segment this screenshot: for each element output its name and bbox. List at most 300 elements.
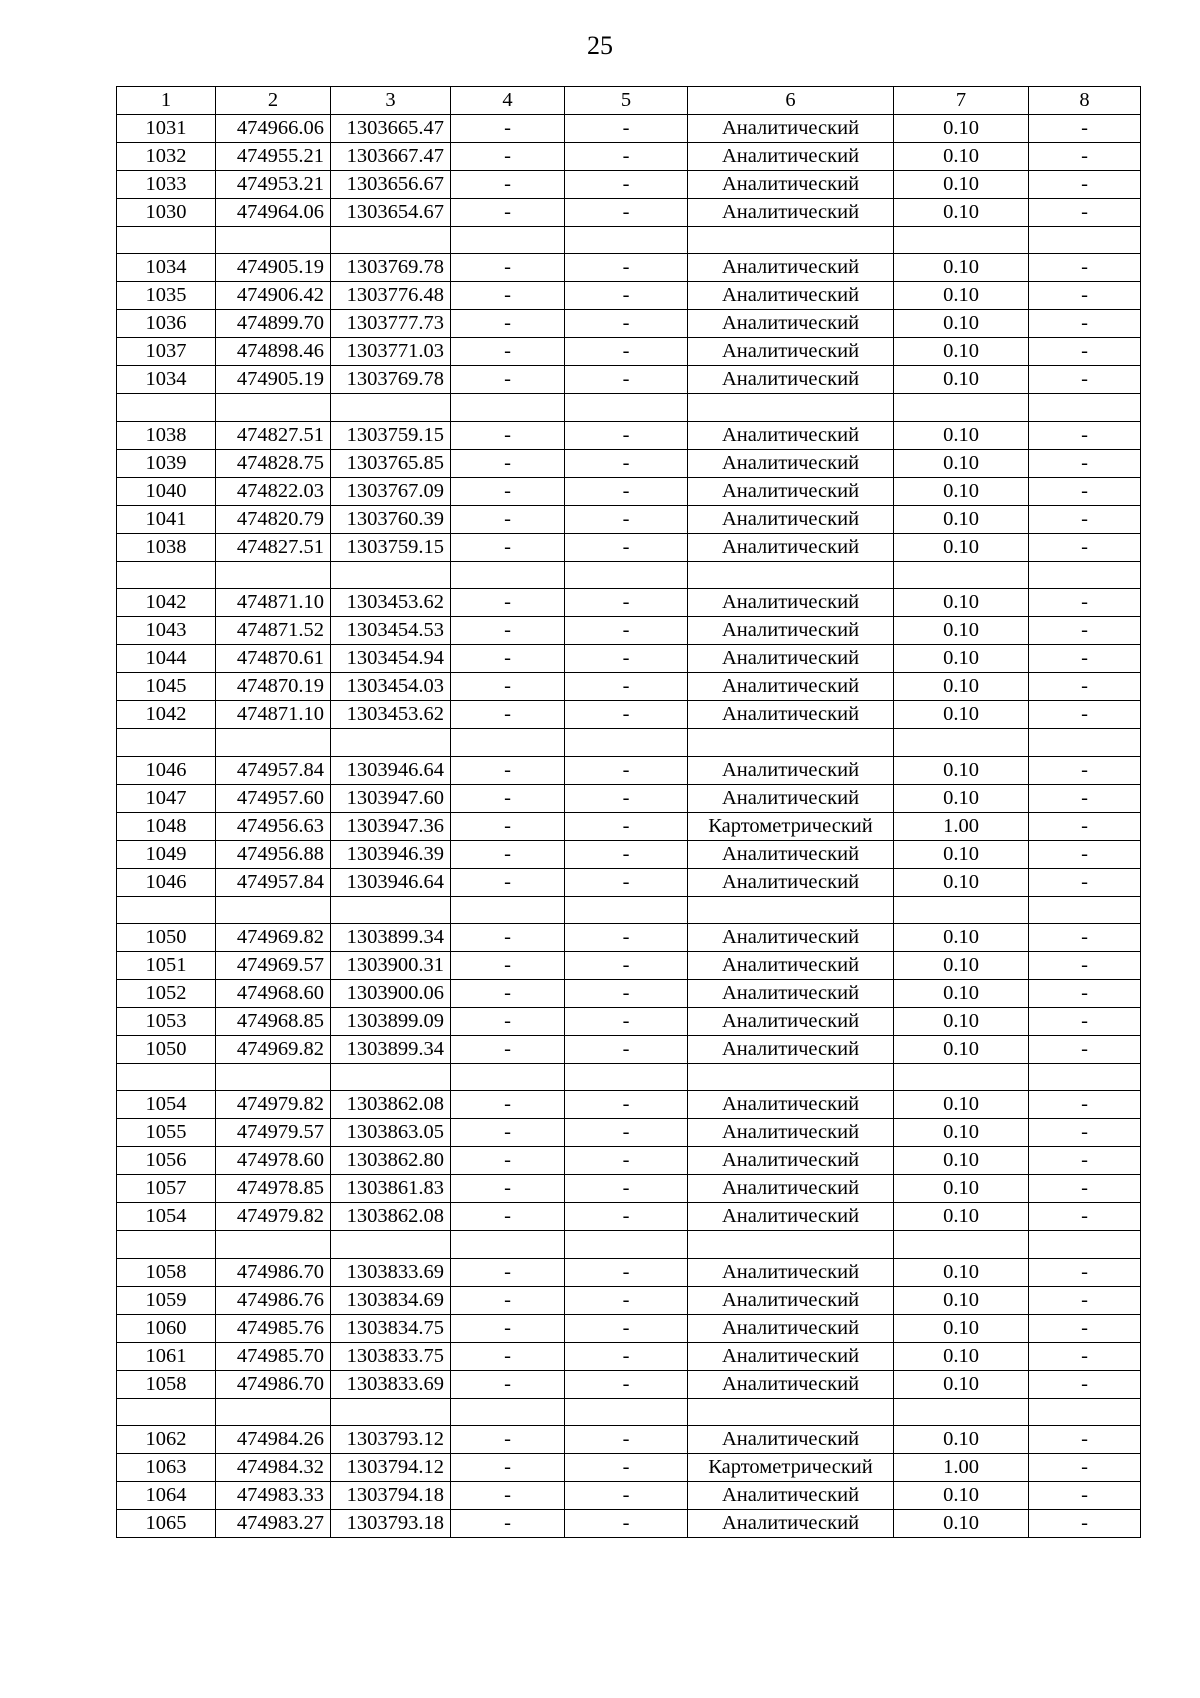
accuracy-cell: 0.10 <box>894 589 1029 617</box>
y-coordinate-cell: 1303453.62 <box>331 701 451 729</box>
table-row <box>117 868 1141 896</box>
method-cell: Аналитический <box>688 310 894 338</box>
point-number-cell: 1054 <box>117 1091 216 1119</box>
y-coordinate-cell: 1303861.83 <box>331 1175 451 1203</box>
accuracy-cell <box>894 729 1029 756</box>
column-5-cell: - <box>565 1482 688 1510</box>
column-8-cell <box>1029 227 1141 254</box>
column-8-cell: - <box>1029 868 1141 896</box>
column-8-cell: - <box>1029 979 1141 1007</box>
point-number-cell: 1030 <box>117 199 216 227</box>
point-number-cell <box>117 1231 216 1258</box>
column-8-cell: - <box>1029 366 1141 394</box>
method-cell: Аналитический <box>688 1119 894 1147</box>
method-cell: Аналитический <box>688 701 894 729</box>
column-4-cell: - <box>451 1007 565 1035</box>
column-4-cell: - <box>451 701 565 729</box>
point-number-cell: 1046 <box>117 868 216 896</box>
method-cell: Аналитический <box>688 840 894 868</box>
accuracy-cell: 0.10 <box>894 979 1029 1007</box>
column-8-cell: - <box>1029 951 1141 979</box>
column-5-cell <box>565 394 688 421</box>
accuracy-cell: 1.00 <box>894 812 1029 840</box>
table-row <box>117 1035 1141 1063</box>
column-5-cell: - <box>565 449 688 477</box>
column-5-cell: - <box>565 199 688 227</box>
column-8-cell <box>1029 1231 1141 1258</box>
column-5-cell <box>565 1231 688 1258</box>
table-row <box>117 143 1141 171</box>
point-number-cell: 1039 <box>117 449 216 477</box>
accuracy-cell <box>894 1231 1029 1258</box>
column-8-cell: - <box>1029 1286 1141 1314</box>
column-4-cell: - <box>451 868 565 896</box>
column-8-cell: - <box>1029 199 1141 227</box>
accuracy-cell: 0.10 <box>894 923 1029 951</box>
column-8-cell: - <box>1029 421 1141 449</box>
table-row <box>117 421 1141 449</box>
point-number-cell <box>117 561 216 588</box>
point-number-cell: 1044 <box>117 645 216 673</box>
coordinates-table <box>116 86 1141 1538</box>
x-coordinate-cell: 474956.63 <box>216 812 331 840</box>
column-header: 1 <box>117 87 216 115</box>
point-number-cell: 1059 <box>117 1286 216 1314</box>
y-coordinate-cell: 1303777.73 <box>331 310 451 338</box>
accuracy-cell: 0.10 <box>894 143 1029 171</box>
point-number-cell: 1038 <box>117 533 216 561</box>
table-row <box>117 1091 1141 1119</box>
accuracy-cell: 0.10 <box>894 1147 1029 1175</box>
point-number-cell: 1065 <box>117 1510 216 1538</box>
accuracy-cell: 0.10 <box>894 868 1029 896</box>
method-cell: Аналитический <box>688 1426 894 1454</box>
y-coordinate-cell: 1303769.78 <box>331 366 451 394</box>
x-coordinate-cell: 474979.82 <box>216 1203 331 1231</box>
table-row <box>117 227 1141 254</box>
accuracy-cell: 0.10 <box>894 784 1029 812</box>
method-cell: Аналитический <box>688 533 894 561</box>
x-coordinate-cell: 474827.51 <box>216 421 331 449</box>
column-5-cell: - <box>565 1370 688 1398</box>
table-row <box>117 1175 1141 1203</box>
x-coordinate-cell: 474957.84 <box>216 756 331 784</box>
column-4-cell: - <box>451 1370 565 1398</box>
column-5-cell: - <box>565 282 688 310</box>
column-4-cell: - <box>451 923 565 951</box>
column-5-cell: - <box>565 1007 688 1035</box>
y-coordinate-cell <box>331 1231 451 1258</box>
column-8-cell <box>1029 394 1141 421</box>
accuracy-cell: 0.10 <box>894 282 1029 310</box>
column-5-cell: - <box>565 366 688 394</box>
column-4-cell: - <box>451 784 565 812</box>
column-8-cell: - <box>1029 143 1141 171</box>
y-coordinate-cell <box>331 896 451 923</box>
table-row <box>117 254 1141 282</box>
y-coordinate-cell: 1303667.47 <box>331 143 451 171</box>
method-cell: Аналитический <box>688 1286 894 1314</box>
point-number-cell: 1032 <box>117 143 216 171</box>
method-cell: Аналитический <box>688 756 894 784</box>
column-8-cell: - <box>1029 1314 1141 1342</box>
method-cell: Аналитический <box>688 421 894 449</box>
point-number-cell: 1050 <box>117 1035 216 1063</box>
x-coordinate-cell: 474986.70 <box>216 1370 331 1398</box>
x-coordinate-cell <box>216 561 331 588</box>
column-5-cell <box>565 729 688 756</box>
accuracy-cell: 0.10 <box>894 477 1029 505</box>
table-row <box>117 338 1141 366</box>
point-number-cell: 1037 <box>117 338 216 366</box>
column-5-cell: - <box>565 1175 688 1203</box>
method-cell <box>688 896 894 923</box>
y-coordinate-cell: 1303862.80 <box>331 1147 451 1175</box>
method-cell: Аналитический <box>688 868 894 896</box>
x-coordinate-cell: 474966.06 <box>216 115 331 143</box>
x-coordinate-cell: 474964.06 <box>216 199 331 227</box>
table-row <box>117 1454 1141 1482</box>
point-number-cell: 1057 <box>117 1175 216 1203</box>
method-cell: Аналитический <box>688 254 894 282</box>
x-coordinate-cell: 474828.75 <box>216 449 331 477</box>
column-5-cell: - <box>565 923 688 951</box>
column-header: 8 <box>1029 87 1141 115</box>
method-cell: Аналитический <box>688 171 894 199</box>
column-header: 4 <box>451 87 565 115</box>
column-5-cell: - <box>565 1147 688 1175</box>
column-4-cell: - <box>451 589 565 617</box>
y-coordinate-cell: 1303654.67 <box>331 199 451 227</box>
method-cell: Аналитический <box>688 1510 894 1538</box>
column-4-cell: - <box>451 1119 565 1147</box>
column-4-cell: - <box>451 1258 565 1286</box>
method-cell: Аналитический <box>688 1258 894 1286</box>
column-4-cell: - <box>451 617 565 645</box>
x-coordinate-cell <box>216 729 331 756</box>
point-number-cell <box>117 394 216 421</box>
table-row <box>117 1398 1141 1425</box>
column-5-cell: - <box>565 840 688 868</box>
column-header: 6 <box>688 87 894 115</box>
column-8-cell: - <box>1029 1147 1141 1175</box>
accuracy-cell: 0.10 <box>894 1342 1029 1370</box>
accuracy-cell: 0.10 <box>894 951 1029 979</box>
accuracy-cell: 0.10 <box>894 505 1029 533</box>
x-coordinate-cell <box>216 1063 331 1090</box>
table-row <box>117 840 1141 868</box>
column-5-cell: - <box>565 1314 688 1342</box>
x-coordinate-cell: 474983.27 <box>216 1510 331 1538</box>
method-cell: Аналитический <box>688 115 894 143</box>
table-row <box>117 1314 1141 1342</box>
table-row <box>117 1119 1141 1147</box>
x-coordinate-cell <box>216 896 331 923</box>
column-5-cell <box>565 227 688 254</box>
column-8-cell: - <box>1029 1035 1141 1063</box>
method-cell: Аналитический <box>688 505 894 533</box>
method-cell <box>688 561 894 588</box>
point-number-cell: 1034 <box>117 254 216 282</box>
method-cell: Аналитический <box>688 366 894 394</box>
method-cell: Аналитический <box>688 951 894 979</box>
accuracy-cell: 0.10 <box>894 449 1029 477</box>
y-coordinate-cell: 1303665.47 <box>331 115 451 143</box>
column-5-cell: - <box>565 1119 688 1147</box>
x-coordinate-cell: 474956.88 <box>216 840 331 868</box>
x-coordinate-cell <box>216 394 331 421</box>
point-number-cell: 1036 <box>117 310 216 338</box>
x-coordinate-cell: 474986.70 <box>216 1258 331 1286</box>
column-4-cell: - <box>451 449 565 477</box>
table-row <box>117 1063 1141 1090</box>
point-number-cell: 1035 <box>117 282 216 310</box>
point-number-cell: 1061 <box>117 1342 216 1370</box>
table-row <box>117 1286 1141 1314</box>
y-coordinate-cell <box>331 1063 451 1090</box>
y-coordinate-cell <box>331 729 451 756</box>
point-number-cell <box>117 1063 216 1090</box>
accuracy-cell: 0.10 <box>894 1119 1029 1147</box>
column-8-cell <box>1029 561 1141 588</box>
y-coordinate-cell: 1303900.31 <box>331 951 451 979</box>
method-cell: Аналитический <box>688 1035 894 1063</box>
accuracy-cell: 0.10 <box>894 840 1029 868</box>
column-5-cell: - <box>565 1091 688 1119</box>
y-coordinate-cell: 1303771.03 <box>331 338 451 366</box>
y-coordinate-cell: 1303759.15 <box>331 533 451 561</box>
x-coordinate-cell: 474822.03 <box>216 477 331 505</box>
column-8-cell: - <box>1029 1482 1141 1510</box>
table-row <box>117 1510 1141 1538</box>
column-8-cell <box>1029 729 1141 756</box>
x-coordinate-cell: 474957.84 <box>216 868 331 896</box>
column-5-cell: - <box>565 1258 688 1286</box>
method-cell: Аналитический <box>688 979 894 1007</box>
accuracy-cell: 0.10 <box>894 1175 1029 1203</box>
table-row <box>117 589 1141 617</box>
table-row <box>117 1203 1141 1231</box>
column-4-cell: - <box>451 756 565 784</box>
column-5-cell: - <box>565 701 688 729</box>
column-5-cell: - <box>565 421 688 449</box>
column-8-cell: - <box>1029 673 1141 701</box>
x-coordinate-cell: 474968.60 <box>216 979 331 1007</box>
point-number-cell: 1050 <box>117 923 216 951</box>
y-coordinate-cell <box>331 227 451 254</box>
x-coordinate-cell: 474968.85 <box>216 1007 331 1035</box>
column-8-cell: - <box>1029 171 1141 199</box>
column-4-cell: - <box>451 1035 565 1063</box>
accuracy-cell: 0.10 <box>894 366 1029 394</box>
accuracy-cell: 0.10 <box>894 171 1029 199</box>
method-cell: Аналитический <box>688 589 894 617</box>
column-4-cell: - <box>451 1482 565 1510</box>
point-number-cell <box>117 227 216 254</box>
accuracy-cell <box>894 1063 1029 1090</box>
accuracy-cell: 1.00 <box>894 1454 1029 1482</box>
column-8-cell: - <box>1029 840 1141 868</box>
column-5-cell: - <box>565 979 688 1007</box>
point-number-cell: 1045 <box>117 673 216 701</box>
y-coordinate-cell: 1303454.03 <box>331 673 451 701</box>
x-coordinate-cell: 474978.85 <box>216 1175 331 1203</box>
column-4-cell: - <box>451 115 565 143</box>
column-4-cell <box>451 227 565 254</box>
accuracy-cell: 0.10 <box>894 1426 1029 1454</box>
column-8-cell: - <box>1029 115 1141 143</box>
x-coordinate-cell: 474871.10 <box>216 589 331 617</box>
method-cell <box>688 394 894 421</box>
column-4-cell: - <box>451 338 565 366</box>
table-row <box>117 1426 1141 1454</box>
column-4-cell: - <box>451 1454 565 1482</box>
y-coordinate-cell: 1303862.08 <box>331 1203 451 1231</box>
column-5-cell: - <box>565 1203 688 1231</box>
column-4-cell: - <box>451 812 565 840</box>
method-cell: Аналитический <box>688 1370 894 1398</box>
table-row <box>117 1370 1141 1398</box>
method-cell: Аналитический <box>688 1175 894 1203</box>
x-coordinate-cell: 474905.19 <box>216 366 331 394</box>
column-4-cell: - <box>451 421 565 449</box>
point-number-cell: 1055 <box>117 1119 216 1147</box>
accuracy-cell: 0.10 <box>894 1258 1029 1286</box>
column-5-cell: - <box>565 533 688 561</box>
table-row <box>117 729 1141 756</box>
table-row <box>117 199 1141 227</box>
x-coordinate-cell: 474955.21 <box>216 143 331 171</box>
y-coordinate-cell: 1303946.64 <box>331 756 451 784</box>
column-5-cell: - <box>565 143 688 171</box>
column-8-cell: - <box>1029 645 1141 673</box>
method-cell: Аналитический <box>688 1314 894 1342</box>
accuracy-cell <box>894 227 1029 254</box>
point-number-cell: 1034 <box>117 366 216 394</box>
point-number-cell: 1053 <box>117 1007 216 1035</box>
y-coordinate-cell: 1303834.69 <box>331 1286 451 1314</box>
method-cell: Аналитический <box>688 1203 894 1231</box>
x-coordinate-cell: 474871.52 <box>216 617 331 645</box>
table-row <box>117 366 1141 394</box>
accuracy-cell <box>894 561 1029 588</box>
point-number-cell: 1064 <box>117 1482 216 1510</box>
y-coordinate-cell <box>331 394 451 421</box>
y-coordinate-cell: 1303776.48 <box>331 282 451 310</box>
point-number-cell: 1031 <box>117 115 216 143</box>
column-5-cell: - <box>565 1426 688 1454</box>
column-8-cell: - <box>1029 1454 1141 1482</box>
column-4-cell <box>451 1231 565 1258</box>
column-4-cell: - <box>451 1314 565 1342</box>
column-4-cell: - <box>451 171 565 199</box>
column-8-cell: - <box>1029 282 1141 310</box>
x-coordinate-cell: 474978.60 <box>216 1147 331 1175</box>
y-coordinate-cell: 1303833.69 <box>331 1370 451 1398</box>
method-cell: Аналитический <box>688 477 894 505</box>
table-row <box>117 812 1141 840</box>
table-row <box>117 784 1141 812</box>
x-coordinate-cell: 474984.32 <box>216 1454 331 1482</box>
method-cell: Аналитический <box>688 1482 894 1510</box>
x-coordinate-cell: 474905.19 <box>216 254 331 282</box>
y-coordinate-cell: 1303759.15 <box>331 421 451 449</box>
point-number-cell <box>117 1398 216 1425</box>
y-coordinate-cell: 1303793.12 <box>331 1426 451 1454</box>
column-8-cell: - <box>1029 338 1141 366</box>
table-row <box>117 645 1141 673</box>
column-4-cell: - <box>451 673 565 701</box>
column-8-cell: - <box>1029 533 1141 561</box>
column-4-cell: - <box>451 1203 565 1231</box>
accuracy-cell: 0.10 <box>894 673 1029 701</box>
point-number-cell: 1042 <box>117 589 216 617</box>
table-row <box>117 1231 1141 1258</box>
x-coordinate-cell <box>216 1398 331 1425</box>
column-8-cell <box>1029 896 1141 923</box>
point-number-cell: 1043 <box>117 617 216 645</box>
column-4-cell <box>451 561 565 588</box>
column-8-cell: - <box>1029 923 1141 951</box>
column-4-cell: - <box>451 951 565 979</box>
x-coordinate-cell: 474899.70 <box>216 310 331 338</box>
accuracy-cell: 0.10 <box>894 421 1029 449</box>
table-row <box>117 1342 1141 1370</box>
x-coordinate-cell: 474906.42 <box>216 282 331 310</box>
column-4-cell: - <box>451 1147 565 1175</box>
column-8-cell: - <box>1029 589 1141 617</box>
accuracy-cell: 0.10 <box>894 701 1029 729</box>
column-4-cell: - <box>451 1426 565 1454</box>
table-row <box>117 449 1141 477</box>
y-coordinate-cell <box>331 1398 451 1425</box>
table-row <box>117 561 1141 588</box>
accuracy-cell <box>894 394 1029 421</box>
x-coordinate-cell: 474957.60 <box>216 784 331 812</box>
table-row <box>117 115 1141 143</box>
method-cell <box>688 729 894 756</box>
method-cell <box>688 1398 894 1425</box>
y-coordinate-cell: 1303794.18 <box>331 1482 451 1510</box>
column-5-cell: - <box>565 310 688 338</box>
point-number-cell: 1042 <box>117 701 216 729</box>
method-cell: Аналитический <box>688 338 894 366</box>
method-cell: Аналитический <box>688 784 894 812</box>
column-4-cell: - <box>451 533 565 561</box>
table-row <box>117 1147 1141 1175</box>
column-4-cell: - <box>451 840 565 868</box>
method-cell: Аналитический <box>688 673 894 701</box>
y-coordinate-cell: 1303863.05 <box>331 1119 451 1147</box>
column-4-cell: - <box>451 143 565 171</box>
column-5-cell <box>565 1063 688 1090</box>
point-number-cell: 1040 <box>117 477 216 505</box>
point-number-cell: 1054 <box>117 1203 216 1231</box>
column-8-cell: - <box>1029 1342 1141 1370</box>
point-number-cell: 1049 <box>117 840 216 868</box>
accuracy-cell <box>894 896 1029 923</box>
table-row <box>117 1007 1141 1035</box>
table-row <box>117 701 1141 729</box>
column-8-cell: - <box>1029 812 1141 840</box>
column-5-cell: - <box>565 338 688 366</box>
column-8-cell: - <box>1029 1426 1141 1454</box>
accuracy-cell: 0.10 <box>894 115 1029 143</box>
column-5-cell: - <box>565 784 688 812</box>
accuracy-cell: 0.10 <box>894 1482 1029 1510</box>
column-5-cell: - <box>565 1510 688 1538</box>
column-5-cell: - <box>565 477 688 505</box>
